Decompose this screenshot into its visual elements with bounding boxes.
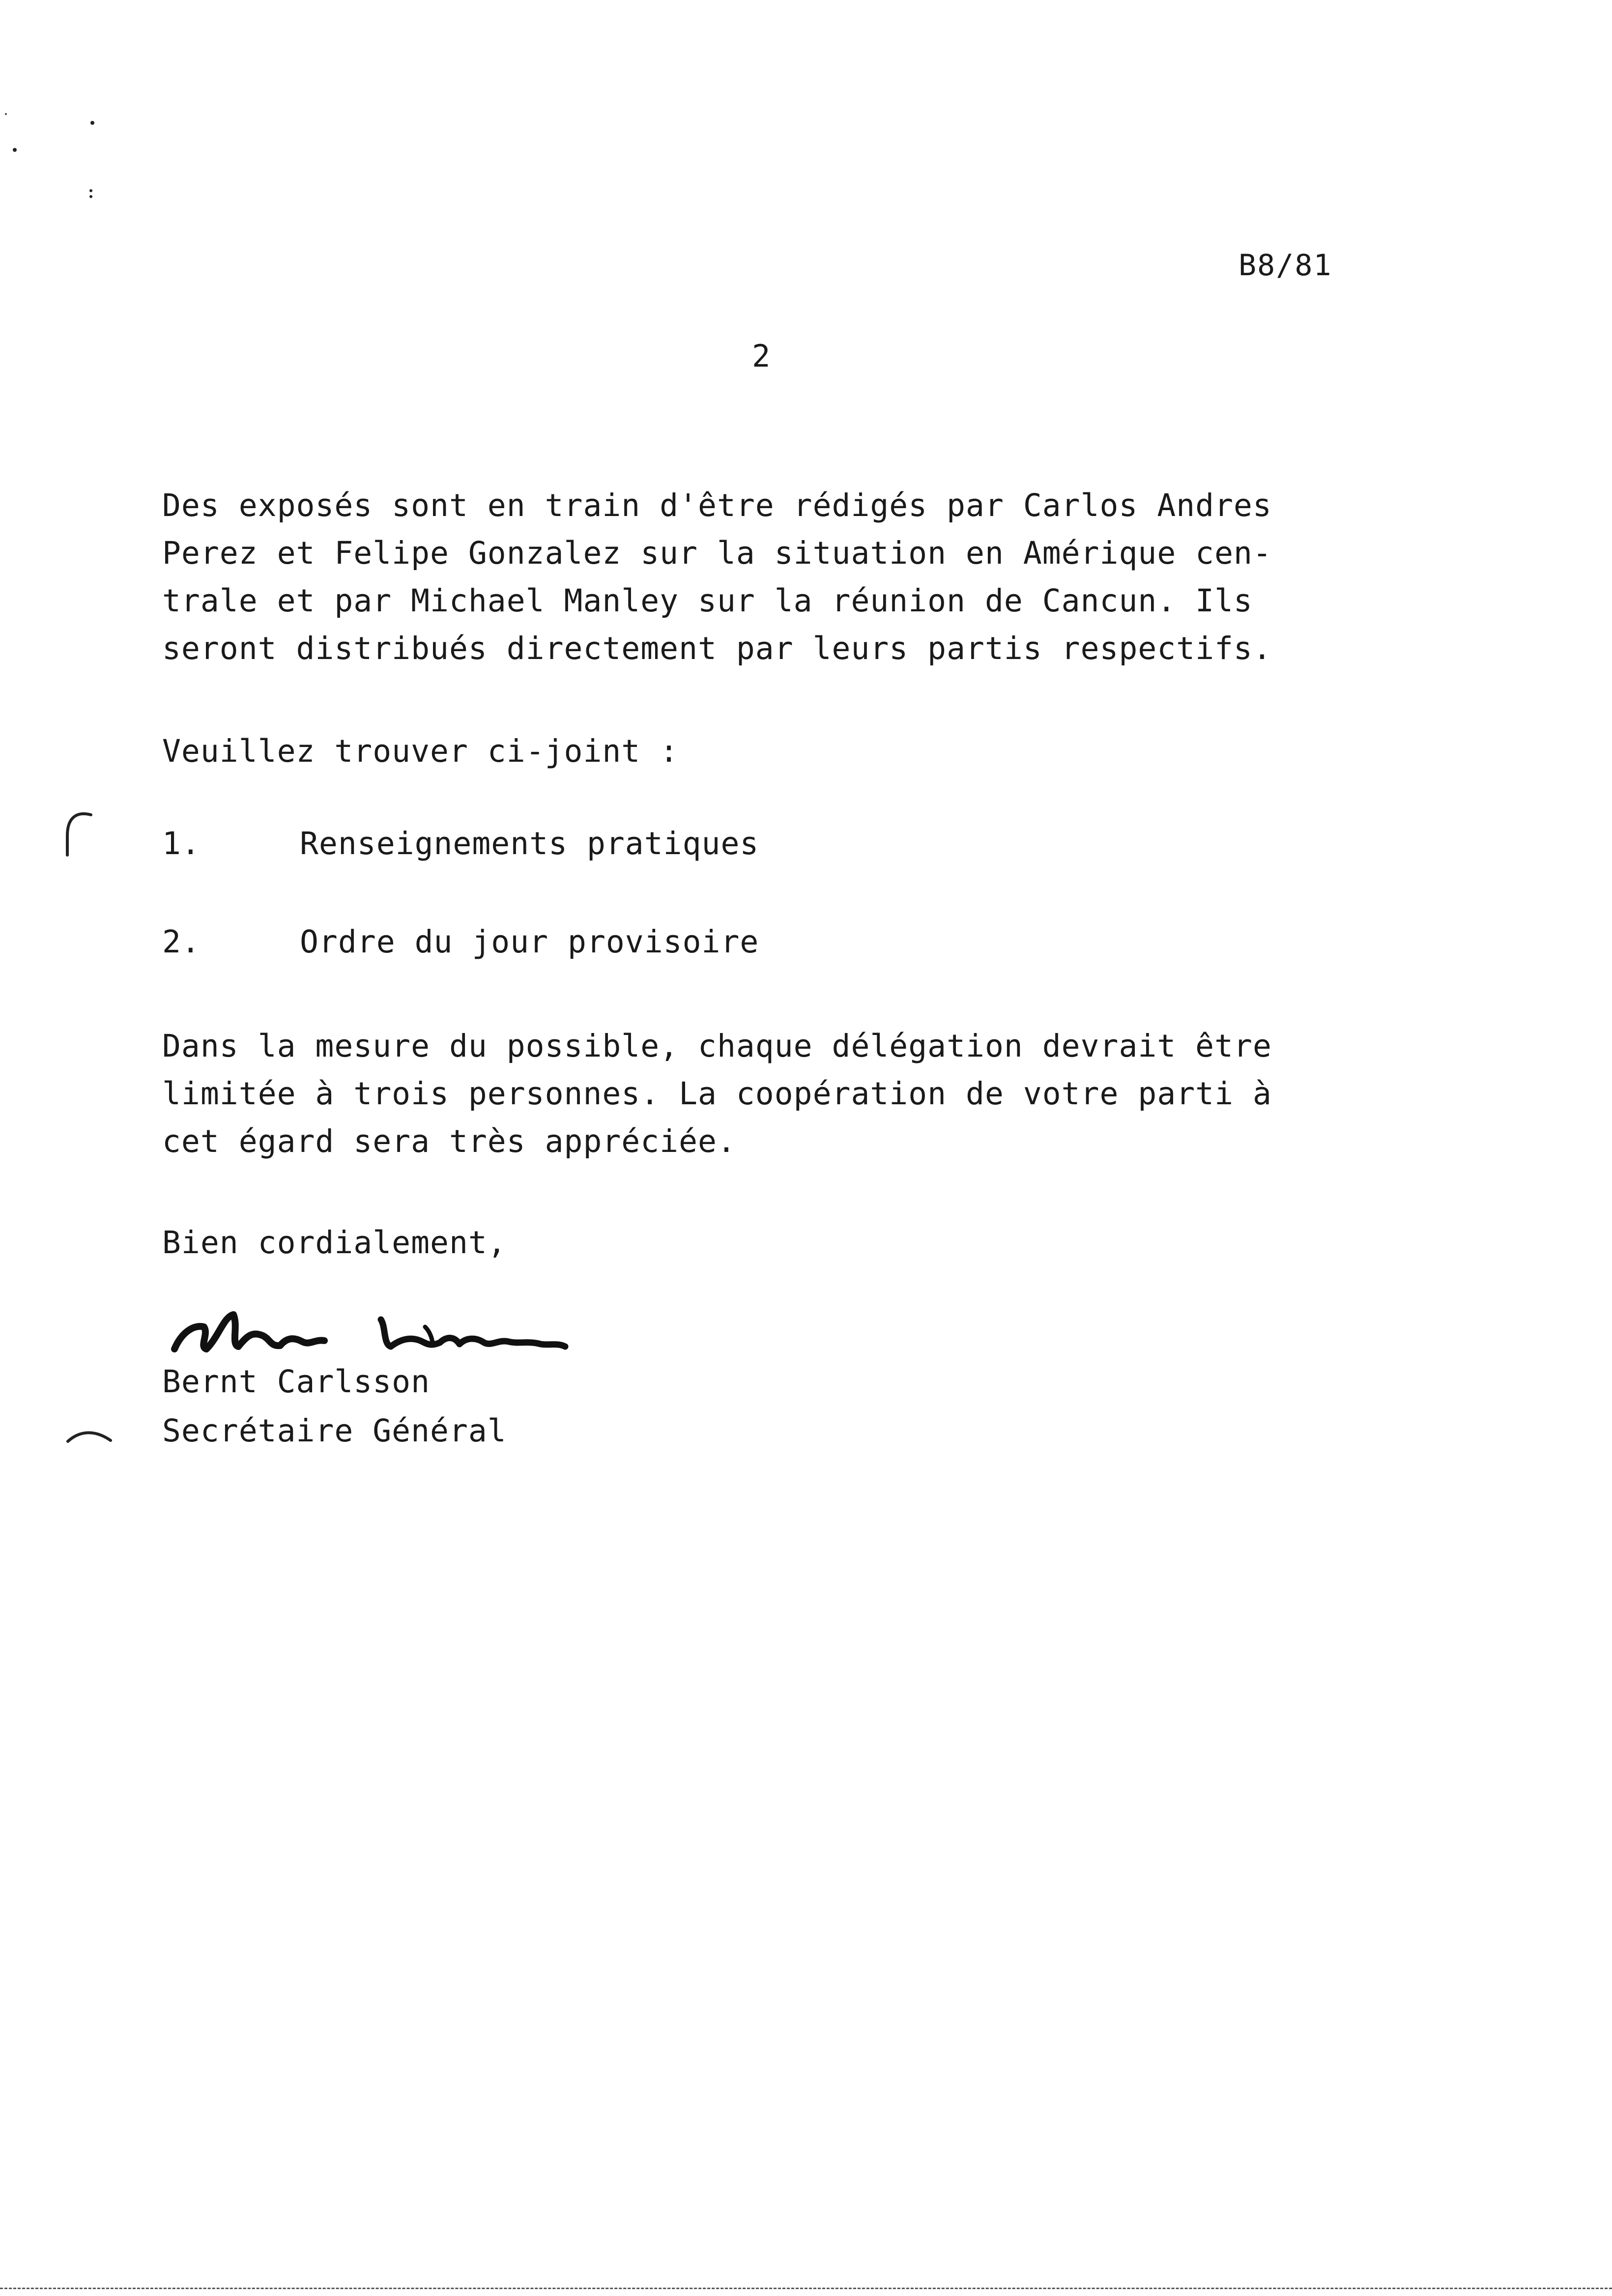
closing-salutation: Bien cordialement,: [162, 1225, 507, 1261]
page-number: 2: [752, 338, 771, 374]
bottom-edge-line: [0, 2288, 1612, 2291]
enclosure-number: 2.: [162, 924, 201, 960]
punch-hole-mark: [64, 1423, 118, 1447]
document-reference: B8/81: [1238, 248, 1332, 283]
signer-name: Bernt Carlsson: [162, 1364, 431, 1400]
enclosure-label: Ordre du jour provisoire: [300, 924, 759, 960]
scan-specks: [0, 108, 108, 206]
handwritten-signature: [165, 1297, 573, 1366]
paragraph-delegation: Dans la mesure du possible, chaque délégation devrait être limitée à trois personnes. La coopération de votre parti à cet égard sera très appréciée.: [162, 1028, 1272, 1159]
signer-title: Secrétaire Général: [162, 1413, 507, 1449]
enclosure-number: 1.: [162, 826, 201, 861]
paragraph-enclosed-intro: Veuillez trouver ci-joint :: [162, 733, 679, 769]
punch-hole-mark: [57, 806, 101, 860]
enclosure-label: Renseignements pratiques: [300, 826, 759, 861]
paragraph-reports: Des exposés sont en train d'être rédigés par Carlos Andres Perez et Felipe Gonzalez sur la situation en Amérique cen- trale et par Michael Manley sur la réunion de Cancun. Ils seront distribués directement par leurs partis respectifs.: [162, 488, 1272, 666]
